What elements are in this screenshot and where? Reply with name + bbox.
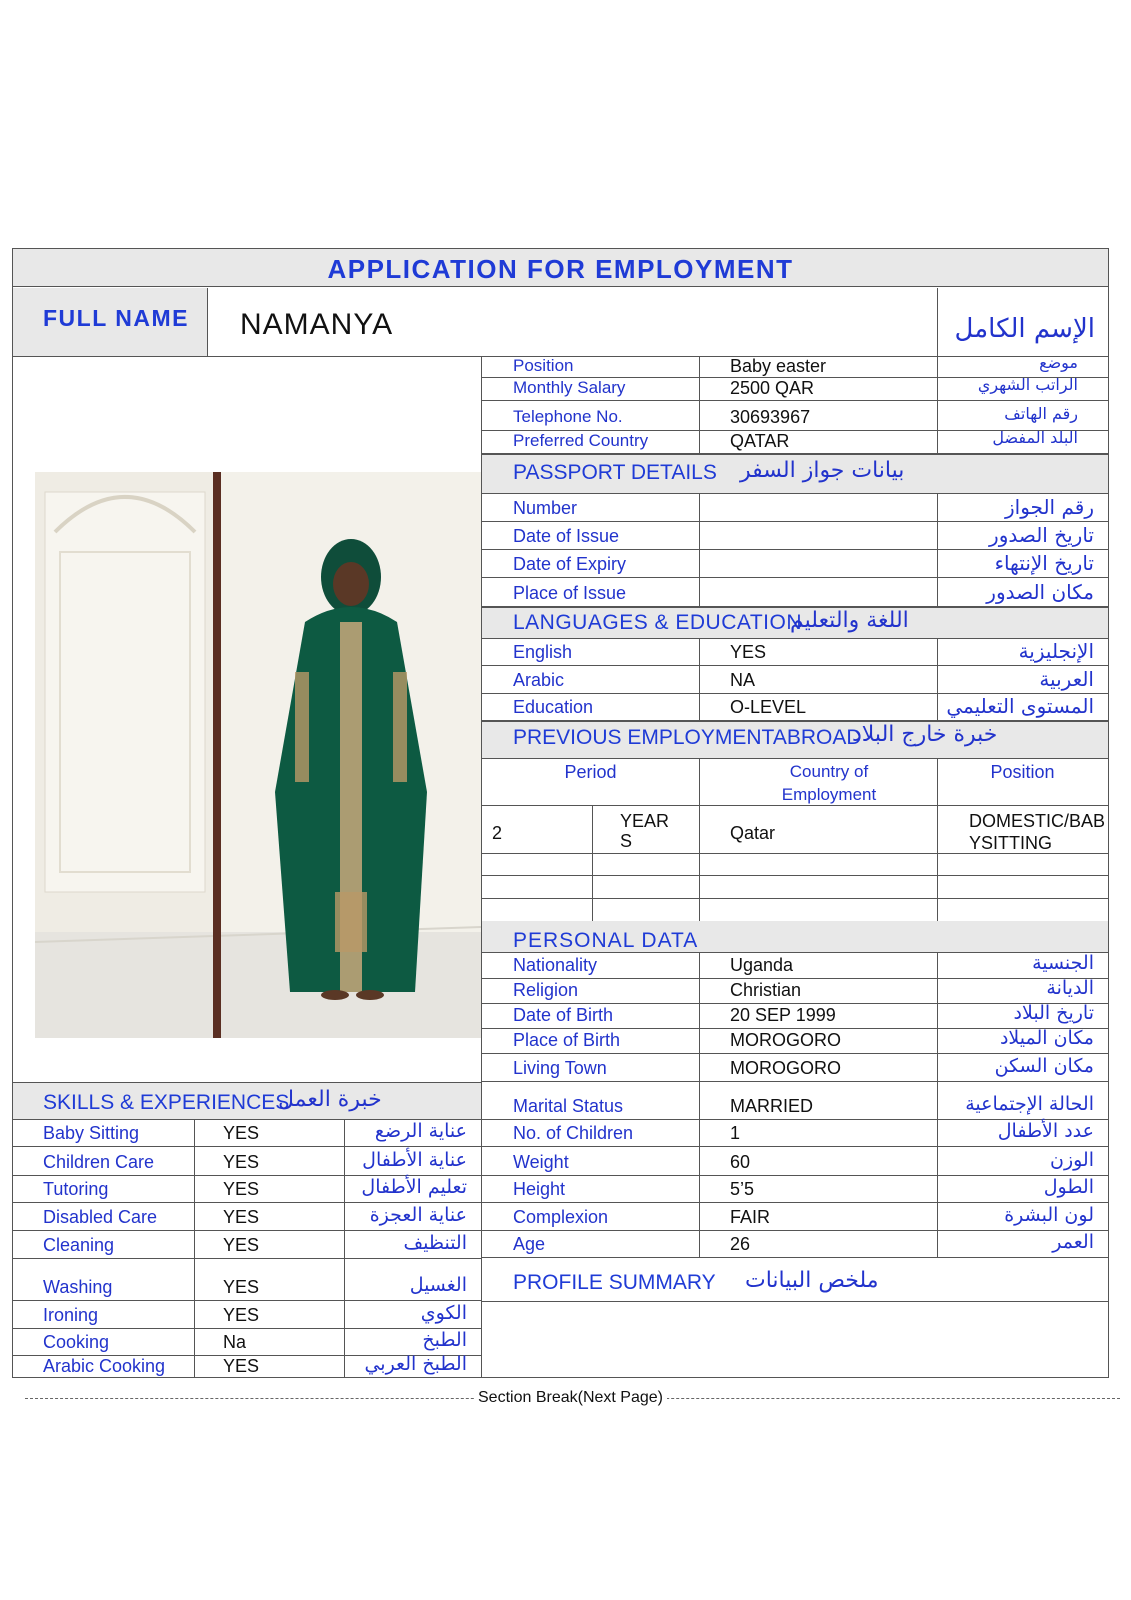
full-name-label: FULL NAME bbox=[43, 305, 189, 331]
employment-period-num: 2 bbox=[492, 823, 503, 843]
job-row-value: 2500 QAR bbox=[730, 378, 815, 398]
job-row-value: Baby easter bbox=[730, 356, 827, 376]
applicant-photo bbox=[35, 472, 481, 1038]
language-row bbox=[482, 694, 1108, 721]
passport-row-label-ar: تاريخ الصدور bbox=[989, 523, 1094, 547]
passport-row-label-ar: تاريخ الإنتهاء bbox=[994, 551, 1094, 575]
personal-row-label-ar: لون البشرة bbox=[1004, 1204, 1094, 1226]
personal-row bbox=[482, 953, 1108, 979]
personal-row-value: 26 bbox=[730, 1234, 751, 1254]
language-row-label-ar: العربية bbox=[1039, 667, 1094, 691]
personal-row bbox=[482, 1203, 1108, 1231]
personal-row-label-ar: تاريخ البلاد bbox=[1013, 1002, 1094, 1024]
personal-row bbox=[482, 1176, 1108, 1203]
skill-row bbox=[13, 1329, 481, 1356]
skill-row-label: Children Care bbox=[43, 1152, 155, 1172]
personal-row-value: Uganda bbox=[730, 955, 794, 975]
personal-row-label-ar: مكان الميلاد bbox=[999, 1027, 1094, 1049]
passport-heading-ar: بيانات جواز السفر bbox=[740, 458, 905, 483]
job-row-label-ar: رقم الهاتف bbox=[1004, 404, 1078, 423]
language-row-label-ar: المستوى التعليمي bbox=[946, 694, 1094, 718]
personal-row-value: MARRIED bbox=[730, 1096, 814, 1116]
skill-row-label-ar: الغسيل bbox=[409, 1274, 467, 1296]
job-row bbox=[482, 428, 1108, 454]
employment-heading-ar: خبرة خارج البلاد bbox=[852, 722, 998, 747]
skill-row-value: YES bbox=[223, 1152, 260, 1172]
skill-row-label-ar: عناية العجزة bbox=[369, 1204, 467, 1226]
languages-heading: LANGUAGES & EDUCATION bbox=[513, 611, 802, 634]
job-row-label: Telephone No. bbox=[513, 407, 623, 426]
languages-heading-ar: اللغة والتعليم bbox=[790, 608, 909, 633]
skill-row-value: YES bbox=[223, 1277, 260, 1297]
skill-row bbox=[13, 1259, 481, 1301]
language-row-value: YES bbox=[730, 642, 767, 662]
personal-row-value: Christian bbox=[730, 980, 802, 1000]
personal-row-value: 5’5 bbox=[730, 1179, 755, 1199]
employment-period-unit: YEAR S bbox=[620, 811, 670, 851]
job-row-label: Monthly Salary bbox=[513, 378, 626, 397]
personal-row-value: 60 bbox=[730, 1152, 751, 1172]
employment-col-position: Position bbox=[990, 762, 1055, 782]
profile-heading: PROFILE SUMMARY bbox=[513, 1271, 716, 1294]
skill-row bbox=[13, 1353, 481, 1378]
personal-row-label-ar: الجنسية bbox=[1032, 952, 1094, 974]
passport-row bbox=[482, 522, 1108, 550]
skills-heading-ar: خبرة العمل bbox=[278, 1087, 382, 1112]
passport-row-label: Number bbox=[513, 498, 578, 518]
job-row-value: QATAR bbox=[730, 431, 790, 451]
personal-row bbox=[482, 1120, 1108, 1147]
personal-row-label: Height bbox=[513, 1179, 566, 1199]
personal-row-label: Marital Status bbox=[513, 1096, 624, 1116]
skill-row-label: Washing bbox=[43, 1277, 113, 1297]
personal-row-label-ar: مكان السكن bbox=[994, 1055, 1094, 1077]
skill-row-value: YES bbox=[223, 1179, 260, 1199]
personal-row bbox=[482, 979, 1108, 1004]
skill-row bbox=[13, 1231, 481, 1259]
language-row-label: Arabic bbox=[513, 670, 565, 690]
language-row-label: English bbox=[513, 642, 573, 662]
employment-heading: PREVIOUS EMPLOYMENTABROAD bbox=[513, 726, 862, 749]
personal-row bbox=[482, 1029, 1108, 1054]
skill-row-label: Disabled Care bbox=[43, 1207, 158, 1227]
personal-row-value: 20 SEP 1999 bbox=[730, 1005, 836, 1025]
skill-row-label: Baby Sitting bbox=[43, 1123, 140, 1143]
skill-row-label-ar: عناية الأطفال bbox=[362, 1149, 467, 1171]
personal-row bbox=[482, 1004, 1108, 1029]
skill-row-label-ar: عناية الرضع bbox=[374, 1120, 467, 1142]
skill-row-label: Ironing bbox=[43, 1305, 99, 1325]
personal-row-label: Date of Birth bbox=[513, 1005, 614, 1025]
personal-row-label: Religion bbox=[513, 980, 579, 1000]
job-row-value: 30693967 bbox=[730, 407, 811, 427]
personal-row-label: Living Town bbox=[513, 1058, 607, 1078]
personal-row-label-ar: الطول bbox=[1043, 1176, 1094, 1198]
personal-row-value: 1 bbox=[730, 1123, 741, 1143]
skill-row-value: YES bbox=[223, 1207, 260, 1227]
skill-row bbox=[13, 1301, 481, 1329]
skill-row-label-ar: تعليم الأطفال bbox=[361, 1176, 467, 1198]
passport-row-label-ar: مكان الصدور bbox=[986, 580, 1094, 604]
skill-row-label: Tutoring bbox=[43, 1179, 109, 1199]
personal-row bbox=[482, 1147, 1108, 1176]
skill-row-label-ar: الطبخ bbox=[422, 1329, 467, 1351]
passport-row bbox=[482, 578, 1108, 607]
personal-row-label: Place of Birth bbox=[513, 1030, 621, 1050]
personal-heading: PERSONAL DATA bbox=[513, 929, 699, 952]
personal-row-label-ar: العمر bbox=[1052, 1231, 1094, 1253]
personal-row-label-ar: الحالة الإجتماعية bbox=[965, 1093, 1094, 1115]
language-row-label: Education bbox=[513, 697, 594, 717]
employment-col-period: Period bbox=[564, 762, 617, 782]
personal-row-value: MOROGORO bbox=[730, 1030, 841, 1050]
section-break-label: Section Break(Next Page) bbox=[474, 1389, 667, 1407]
passport-heading: PASSPORT DETAILS bbox=[513, 461, 717, 484]
language-row-value: O-LEVEL bbox=[730, 697, 807, 717]
personal-row-label: Nationality bbox=[513, 955, 598, 975]
skill-row-value: YES bbox=[223, 1123, 260, 1143]
skill-row-value: Na bbox=[223, 1332, 247, 1352]
language-row-value: NA bbox=[730, 670, 756, 690]
skill-row bbox=[13, 1203, 481, 1231]
passport-row bbox=[482, 494, 1108, 522]
personal-row bbox=[482, 1054, 1108, 1082]
passport-row bbox=[482, 550, 1108, 578]
employment-col-country: Country of Employment bbox=[781, 762, 877, 804]
skill-row bbox=[13, 1176, 481, 1203]
job-row-label: Position bbox=[513, 356, 574, 375]
job-row bbox=[482, 401, 1108, 431]
skill-row-value: YES bbox=[223, 1305, 260, 1325]
personal-row-label: Complexion bbox=[513, 1207, 609, 1227]
job-row-label: Preferred Country bbox=[513, 431, 649, 450]
job-row-label-ar: البلد المفضل bbox=[992, 428, 1078, 447]
personal-row bbox=[482, 1231, 1108, 1258]
page-title: APPLICATION FOR EMPLOYMENT bbox=[327, 254, 794, 284]
personal-row-label: Age bbox=[513, 1234, 546, 1254]
skill-row-label: Cleaning bbox=[43, 1235, 115, 1255]
language-row bbox=[482, 639, 1108, 666]
job-row bbox=[482, 375, 1108, 401]
full-name-label-ar: الإسم الكامل bbox=[954, 314, 1095, 344]
job-row-label-ar: الراتب الشهري bbox=[977, 375, 1078, 394]
personal-row-label-ar: الديانة bbox=[1046, 977, 1094, 999]
skill-row-label-ar: الطبخ العربي bbox=[364, 1353, 467, 1375]
personal-row bbox=[482, 1082, 1108, 1120]
personal-row-label: No. of Children bbox=[513, 1123, 634, 1143]
skill-row-label: Arabic Cooking bbox=[43, 1356, 166, 1376]
personal-row-label-ar: عدد الأطفال bbox=[997, 1120, 1094, 1142]
skills-heading: SKILLS & EXPERIENCES bbox=[43, 1091, 290, 1114]
skill-row-label: Cooking bbox=[43, 1332, 110, 1352]
passport-row-label-ar: رقم الجواز bbox=[1005, 495, 1094, 519]
job-row-label-ar: موضع bbox=[1039, 353, 1078, 372]
passport-row-label: Place of Issue bbox=[513, 583, 627, 603]
full-name-value: NAMANYA bbox=[240, 308, 394, 341]
profile-heading-ar: ملخص البيانات bbox=[745, 1268, 879, 1293]
language-row bbox=[482, 666, 1108, 694]
language-row-label-ar: الإنجليزية bbox=[1018, 639, 1094, 663]
employment-position: DOMESTIC/BAB YSITTING bbox=[969, 811, 1106, 853]
employment-country: Qatar bbox=[730, 823, 776, 843]
personal-row-value: MOROGORO bbox=[730, 1058, 841, 1078]
skill-row-label-ar: الكوي bbox=[420, 1302, 467, 1324]
personal-row-value: FAIR bbox=[730, 1207, 771, 1227]
skill-row bbox=[13, 1120, 481, 1147]
passport-row-label: Date of Issue bbox=[513, 526, 620, 546]
personal-row-label: Weight bbox=[513, 1152, 569, 1172]
passport-row-label: Date of Expiry bbox=[513, 554, 627, 574]
skill-row-value: YES bbox=[223, 1235, 260, 1255]
skill-row-label-ar: التنظيف bbox=[403, 1232, 467, 1254]
skill-row-value: YES bbox=[223, 1356, 260, 1376]
skill-row bbox=[13, 1147, 481, 1176]
personal-row-label-ar: الوزن bbox=[1049, 1149, 1094, 1171]
